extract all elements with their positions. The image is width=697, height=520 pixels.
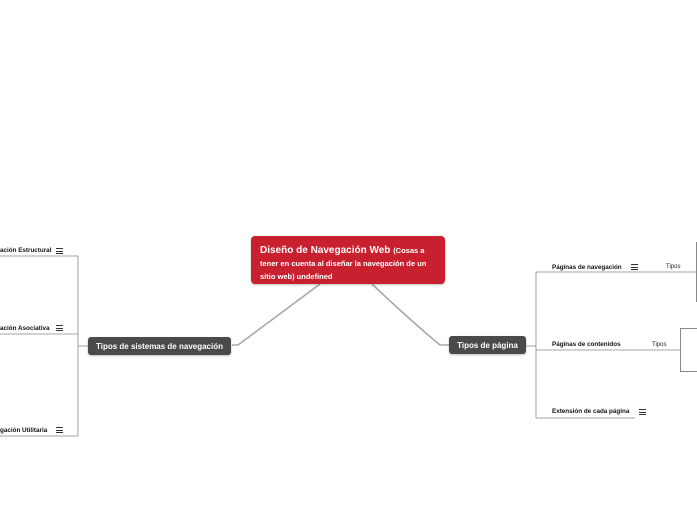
menu-icon[interactable]: [56, 427, 63, 433]
subtopic-page-extension[interactable]: Extensión de cada página: [552, 408, 630, 415]
central-title: Diseño de Navegación Web: [260, 245, 394, 256]
relation-label: Tipos: [652, 342, 667, 348]
topic-page-types[interactable]: [449, 336, 526, 354]
subtopic-utility[interactable]: gación Utilitaria: [0, 427, 48, 434]
topic-label: Tipos de página: [457, 340, 518, 350]
central-subtitle: (Cosas a tener en cuenta al diseñar la navegación de un sitio web) undefined: [260, 246, 427, 281]
subtopic-content-pages[interactable]: Páginas de contenidos: [552, 341, 621, 348]
central-topic[interactable]: [251, 236, 445, 284]
subtopic-structural[interactable]: ación Estructural: [0, 247, 52, 254]
subtopic-navigation-pages[interactable]: Páginas de navegación: [552, 264, 622, 271]
topic-navigation-systems[interactable]: [88, 337, 231, 355]
menu-icon[interactable]: [631, 264, 638, 270]
menu-icon[interactable]: [56, 325, 63, 331]
subtopic-associative[interactable]: ación Asociativa: [0, 325, 50, 332]
offscreen-node[interactable]: [680, 328, 697, 372]
relation-label: Tipos: [666, 264, 681, 270]
menu-icon[interactable]: [56, 248, 63, 254]
menu-icon[interactable]: [639, 409, 646, 415]
topic-label: Tipos de sistemas de navegación: [95, 341, 223, 351]
